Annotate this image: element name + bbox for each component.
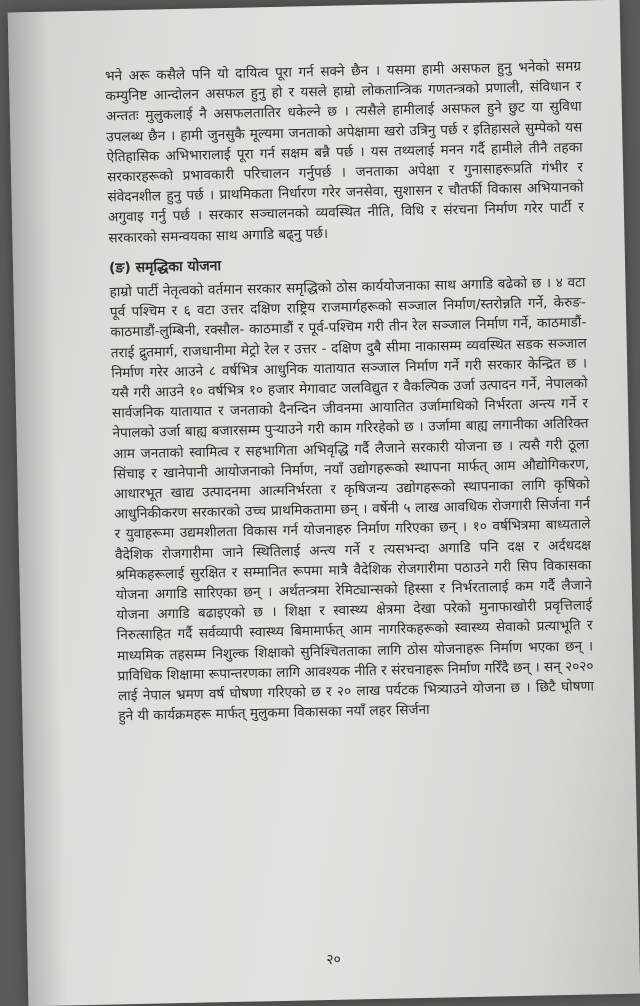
page-number: २० (326, 951, 342, 969)
paragraph-intro: भने अरू कसैले पनि यो दायित्व पूरा गर्न सक्ने छैन । यसमा हामी असफल हुनु भनेको समग्र कम्युनिष्ट आन्दोलन असफल हुनु हो र यसले हाम्रो लोकतान्त्रिक गणतन्त्रको प्रणाली, संविधान र अन्ततः मुलुकलाई नै असफलतातिर धकेल्ने छ । त्यसैले हामीलाई असफल हुने छुट या सुविधा उपलब्ध छैन । हामी जुनसुकै मूल्यमा जनताको अपेक्षामा खरो उत्रिनु पर्छ र इतिहासले सुम्पेको यस ऐतिहासिक अभिभारालाई पूरा गर्न सक्षम बन्नै पर्छ । यस तथ्यलाई मनन गर्दै हामीले तीनै तहका सरकारहरूको प्रभावकारी परिचालन गर्नुपर्छ । जनताका अपेक्षा र गुनासाहरूप्रति गंभीर र संवेदनशील हुनु पर्छ । प्राथमिकता निर्धारण गरेर जनसेवा, सुशासन र चौतर्फी विकास अभियानको अगुवाइ गर्नु पर्छ । सरकार सञ्चालनको व्यवस्थित नीति, विधि र संरचना निर्माण गरेर पार्टी र सरकारको समन्वयका साथ अगाडि बढ्नु पर्छ। (104, 58, 585, 247)
page-edge-shadow (8, 12, 69, 1006)
paragraph-prosperity-plans: हाम्रो पार्टी नेतृत्वको वर्तमान सरकार समृद्धिको ठोस कार्ययोजनाका साथ अगाडि बढेको छ । ४ वटा पूर्व पश्चिम र ६ वटा उत्तर दक्षिण राष्ट्रिय राजमार्गहरूको सञ्जाल निर्माण/स्तरोन्नति गर्ने, केरुङ-काठमाडौं-लुम्बिनी, रक्सौल- काठमाडौं र पूर्व-पश्चिम गरी तीन रेल सञ्जाल निर्माण गर्ने, काठमाडौं-तराई द्रुतमार्ग, राजधानीमा मेट्रो रेल र उत्तर - दक्षिण दुबै सीमा नाकासम्म व्यवस्थित सडक सञ्जाल निर्माण गरेर आउने ८ वर्षभित्र आधुनिक यातायात सञ्जाल निर्माण गर्ने गरी सरकार केन्द्रित छ । यसै गरी आउने १० वर्षभित्र १० हजार मेगावाट जलविद्युत र वैकल्पिक उर्जा उत्पादन गर्ने, नेपालको सार्वजनिक यातायात र जनताको दैनन्दिन जीवनमा आयातित उर्जामाथिको निर्भरता अन्त्य गर्ने र नेपालको उर्जा बाह्य बजारसम्म पुऱ्याउने गरी काम गरिरहेको छ । उर्जामा बाह्य लगानीका अतिरिक्त आम जनताको स्वामित्व र सहभागिता अभिवृद्धि गर्दै लैजाने सरकारी योजना छ । त्यसै गरी ठूला सिंचाइ र खानेपानी आयोजनाको निर्माण, नयाँ उद्योगहरूको स्थापना मार्फत् आम औद्योगिकरण, आधारभूत खाद्य उत्पादनमा आत्मनिर्भरता र कृषिजन्य उद्योगहरूको स्थापनाका लागि कृषिको आधुनिकीकरण सरकारको उच्च प्राथमिकतामा छन् । वर्षेनी ५ लाख आवधिक रोजगारी सिर्जना गर्न र युवाहरूमा उद्यमशीलता विकास गर्न योजनाहरु निर्माण गरिएका छन् । १० वर्षभित्रमा बाध्यताले वैदेशिक रोजगारीमा जाने स्थितिलाई अन्त्य गर्ने र त्यसभन्दा अगाडि पनि दक्ष र अर्दधदक्ष श्रमिकहरूलाई सुरक्षित र सम्मानित रूपमा मात्रै वैदेशिक रोजगारीमा पठाउने गरी सिप विकासका योजना अगाडि सारिएका छन् । अर्थतन्त्रमा रेमिट्यान्सको हिस्सा र निर्भरतालाई कम गर्दै लैजाने योजना अगाडि बढाइएको छ । शिक्षा र स्वास्थ्य क्षेत्रमा देखा परेको मुनाफाखोरी प्रवृत्तिलाई निरुत्साहित गर्दै सर्वव्यापी स्वास्थ्य बिमामार्फत् आम नागरिकहरूको स्वास्थ्य सेवाको प्रत्याभूति र माध्यमिक तहसम्म निशुल्क शिक्षाको सुनिश्चितताका लागि ठोस योजनाहरू निर्माण भएका छन् । प्राविधिक शिक्षामा रूपान्तरणका लागि आवश्यक नीति र संरचनाहरू निर्माण गरिँदै छन् । सन् २०२० लाई नेपाल भ्रमण वर्ष घोषणा गरिएको छ र २० लाख पर्यटक भित्र्याउने योजना छ । छिटै घोषणा हुने यी कार्यक्रमहरू मार्फत् मुलुकमा विकासका नयाँ लहर सिर्जना (109, 274, 595, 725)
section-heading: (ङ) समृद्धिका योजना (108, 257, 222, 277)
page-content (105, 57, 595, 727)
document-page (8, 0, 640, 1006)
